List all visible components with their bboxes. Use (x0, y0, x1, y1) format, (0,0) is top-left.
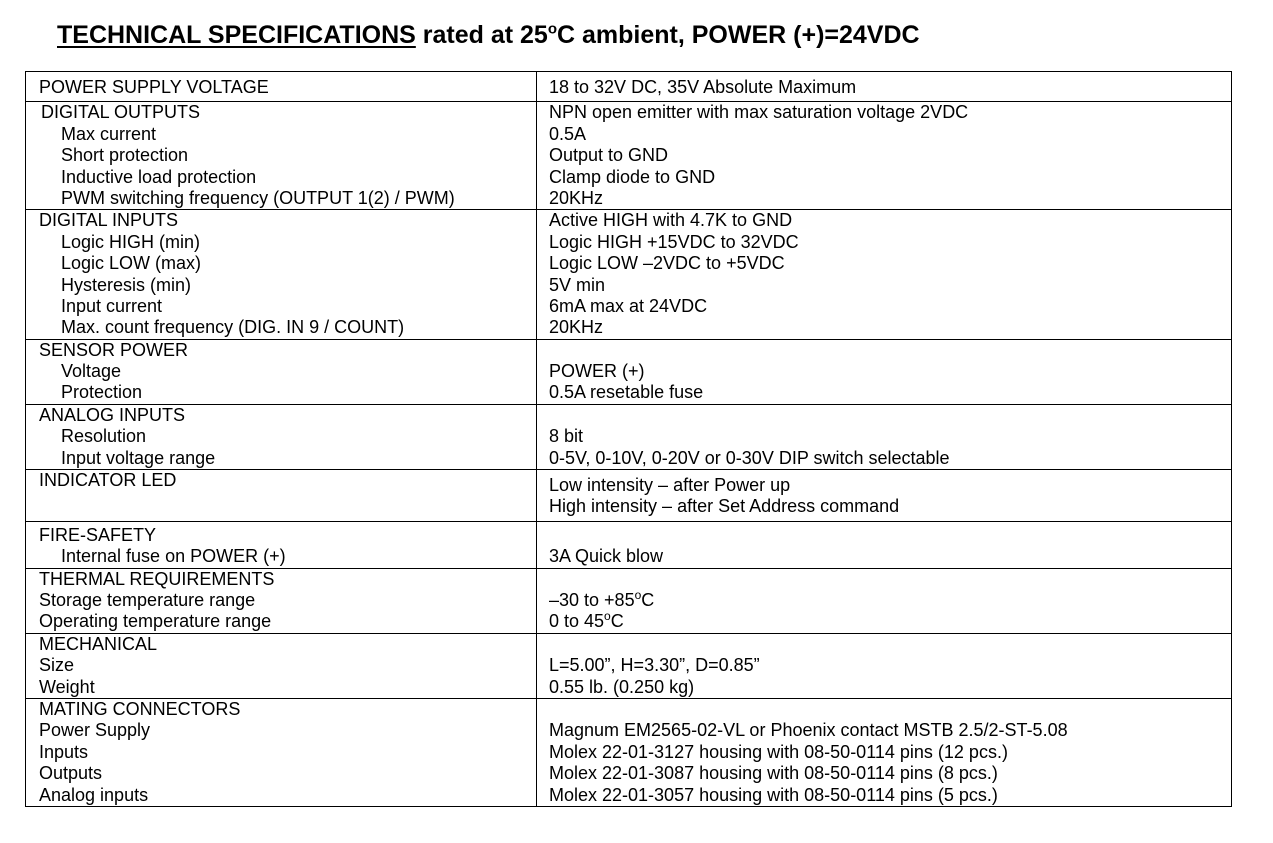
spec-value-cell (537, 72, 1232, 102)
spec-row-analog-inputs (26, 404, 1232, 469)
spec-value: Molex 22-01-3087 housing with 08-50-0114 pins (8 pcs.) (549, 763, 998, 784)
spec-label: Resolution (61, 426, 147, 447)
spec-value: Logic HIGH +15VDC to 32VDC (549, 231, 799, 252)
section-heading: THERMAL REQUIREMENTS (39, 568, 275, 589)
spec-value-cell (537, 633, 1232, 698)
spec-label-cell (26, 698, 537, 806)
spec-row-indicator-led (26, 470, 1232, 522)
spec-value (537, 587, 1231, 611)
spec-value: 8 bit (549, 426, 584, 447)
spec-row-power-supply (26, 72, 1232, 102)
spec-label-cell (26, 633, 537, 698)
spec-value (537, 611, 1231, 632)
spec-label: Max current (61, 123, 157, 144)
spec-label: Hysteresis (min) (61, 274, 192, 295)
spec-value-cell (537, 210, 1232, 339)
spec-label: Input current (61, 295, 163, 316)
spec-value-cell (537, 470, 1232, 522)
title-rest-b: C ambient, POWER (+)=24VDC (557, 21, 920, 49)
spec-value (537, 340, 1231, 361)
spec-value: 20KHz (549, 187, 604, 208)
spec-row-mating-connectors (26, 698, 1232, 806)
spec-label-cell (26, 521, 537, 568)
spec-value: 0.5A resetable fuse (549, 382, 704, 403)
spec-label-cell (26, 72, 537, 102)
spec-value (537, 569, 1231, 590)
spec-value: Output to GND (549, 145, 669, 166)
section-heading: INDICATOR LED (39, 470, 177, 491)
spec-label: Logic HIGH (min) (61, 231, 201, 252)
spec-value: 5V min (549, 274, 606, 295)
spec-value: 0.55 lb. (0.250 kg) (549, 676, 695, 697)
spec-value: Magnum EM2565-02-VL or Phoenix contact MSTB 2.5/2-ST-5.08 (549, 720, 1068, 741)
spec-label: Inductive load protection (61, 166, 257, 187)
spec-label: Weight (39, 676, 95, 697)
spec-row-thermal (26, 568, 1232, 633)
spec-value: Logic LOW –2VDC to +5VDC (549, 253, 785, 274)
spec-label: Input voltage range (61, 447, 216, 468)
spec-table (25, 71, 1232, 807)
degree-unit: C (641, 589, 655, 610)
section-heading: DIGITAL OUTPUTS (41, 102, 201, 123)
spec-label-cell (26, 470, 537, 522)
spec-value: NPN open emitter with max saturation voltage 2VDC (549, 102, 969, 123)
section-heading: DIGITAL INPUTS (39, 210, 179, 231)
section-heading: FIRE-SAFETY (39, 524, 157, 545)
spec-label-cell (26, 568, 537, 633)
spec-label-cell (26, 102, 537, 210)
spec-value: Active HIGH with 4.7K to GND (549, 210, 793, 231)
spec-label: Inputs (39, 741, 89, 762)
spec-value (537, 405, 1231, 426)
spec-value: 6mA max at 24VDC (549, 295, 708, 316)
spec-label-cell (26, 404, 537, 469)
section-heading: POWER SUPPLY VOLTAGE (39, 77, 269, 97)
spec-label: Storage temperature range (39, 589, 256, 610)
title-degree-sup: o (547, 20, 558, 38)
spec-value: 0.5A (549, 123, 587, 144)
spec-label: Power Supply (39, 720, 151, 741)
spec-label: Voltage (61, 361, 122, 382)
title-rest-a: rated at 25 (415, 21, 548, 49)
spec-label: Size (39, 655, 75, 676)
spec-value-cell (537, 102, 1232, 210)
storage-temp-value: –30 to +85 (549, 589, 635, 610)
spec-value-cell (537, 339, 1232, 404)
spec-value (537, 525, 1231, 546)
spec-value: 3A Quick blow (549, 546, 664, 567)
spec-value: 0-5V, 0-10V, 0-20V or 0-30V DIP switch selectable (549, 447, 950, 468)
spec-label: Max. count frequency (DIG. IN 9 / COUNT) (61, 317, 405, 338)
spec-value: Molex 22-01-3127 housing with 08-50-0114 pins (12 pcs.) (549, 741, 1008, 762)
spec-value: 20KHz (549, 317, 604, 338)
spec-label: Analog inputs (39, 784, 149, 805)
section-heading: MATING CONNECTORS (39, 698, 241, 719)
degree-sup: o (604, 609, 611, 624)
spec-value: L=5.00”, H=3.30”, D=0.85” (549, 655, 760, 676)
spec-label: PWM switching frequency (OUTPUT 1(2) / PWM) (61, 187, 455, 208)
spec-label: Protection (61, 382, 143, 403)
spec-value: Low intensity – after Power up (549, 475, 791, 496)
spec-value: Molex 22-01-3057 housing with 08-50-0114 pins (5 pcs.) (549, 784, 998, 805)
spec-row-mechanical (26, 633, 1232, 698)
spec-row-digital-outputs (26, 102, 1232, 210)
spec-label: Operating temperature range (39, 611, 272, 632)
spec-label: Short protection (61, 145, 189, 166)
spec-row-sensor-power (26, 339, 1232, 404)
operating-temp-value: 0 to 45 (549, 611, 605, 632)
spec-label-cell (26, 339, 537, 404)
section-heading: SENSOR POWER (39, 339, 189, 360)
spec-value-cell (537, 568, 1232, 633)
spec-value: POWER (+) (549, 361, 645, 382)
spec-label: Outputs (39, 763, 103, 784)
spec-row-fire-safety (26, 521, 1232, 568)
degree-sup: o (634, 587, 642, 602)
spec-value-cell (537, 698, 1232, 806)
spec-label: Internal fuse on POWER (+) (61, 546, 286, 567)
section-heading: ANALOG INPUTS (39, 404, 186, 425)
section-heading: MECHANICAL (39, 633, 158, 654)
spec-label-cell (26, 210, 537, 339)
spec-label: Logic LOW (max) (61, 253, 202, 274)
title-underlined: TECHNICAL SPECIFICATIONS (57, 21, 416, 49)
page-title (57, 19, 920, 51)
spec-value: High intensity – after Set Address command (549, 496, 900, 517)
spec-value: Clamp diode to GND (549, 166, 716, 187)
spec-value-cell (537, 404, 1232, 469)
spec-row-digital-inputs (26, 210, 1232, 339)
spec-value: 18 to 32V DC, 35V Absolute Maximum (549, 77, 857, 97)
spec-value-cell (537, 521, 1232, 568)
spec-value (537, 634, 1231, 655)
spec-value (537, 699, 1231, 720)
degree-unit: C (610, 611, 624, 632)
